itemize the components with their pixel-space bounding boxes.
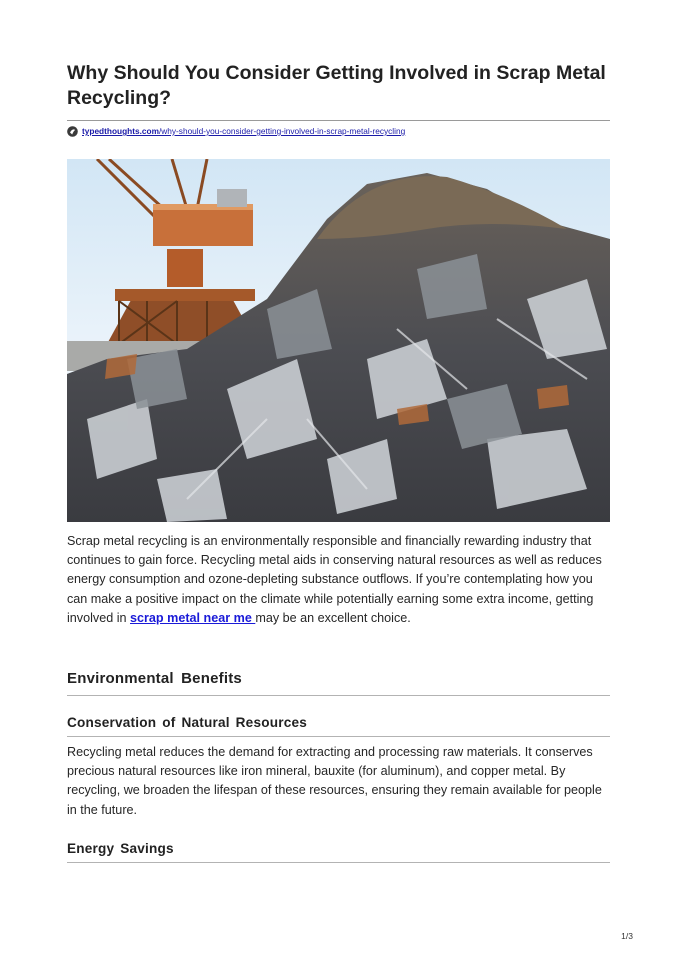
source-path[interactable]: /why-should-you-consider-getting-involved-in-scrap-metal-recycling: [158, 126, 406, 136]
intro-paragraph: [67, 532, 610, 628]
page-title: Why Should You Consider Getting Involved in Scrap Metal Recycling?: [67, 62, 606, 109]
title-divider: [67, 120, 610, 121]
environmental-benefits-heading: Environmental Benefits: [67, 670, 242, 687]
subsection-divider: [67, 736, 610, 737]
intro-text: Scrap metal recycling is an environmentally responsible and financially rewarding industry that continues to gain force. Recycling metal aids in conserving natural resources as well as reduces energy consumption and ozone-depleting substance outflows. If you’re contemplating how you can make a positive impact on the climate while potentially earning some extra income, getting involved in: [67, 534, 602, 625]
site-logo-icon: [67, 126, 78, 137]
conservation-paragraph: Recycling metal reduces the demand for extracting and processing raw materials. It conserves precious natural resources like iron mineral, bauxite (for aluminum), and copper metal. By recycling, we broaden the lifespan of these resources, ensuring they remain available for people in the future.: [67, 745, 602, 817]
source-url: [67, 124, 610, 138]
section-divider: [67, 695, 610, 696]
energy-savings-heading: Energy Savings: [67, 841, 174, 856]
source-domain[interactable]: typedthoughts.com: [82, 126, 159, 136]
source-link[interactable]: [82, 126, 405, 136]
subsection-divider: [67, 862, 610, 863]
intro-text-end: may be an excellent choice.: [255, 610, 411, 625]
page-number: 1/3: [621, 931, 633, 941]
conservation-heading: Conservation of Natural Resources: [67, 715, 307, 730]
hero-image: [67, 159, 610, 522]
scrap-metal-near-me-link[interactable]: scrap metal near me: [130, 610, 256, 625]
